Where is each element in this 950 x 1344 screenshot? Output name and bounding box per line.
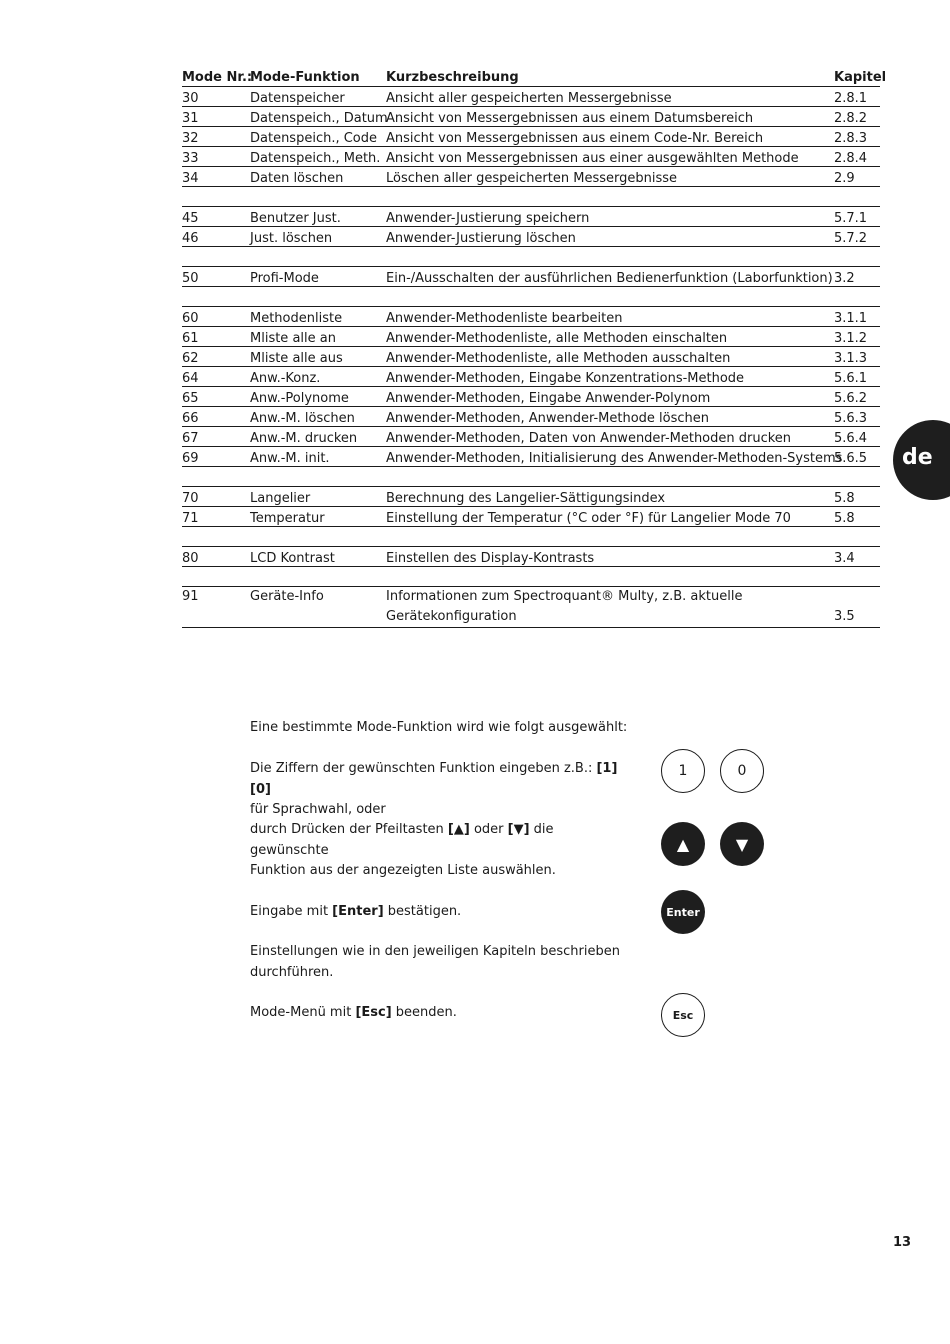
mode-chapter: 5.8 [834,487,880,507]
mode-nr: 32 [182,127,250,147]
mode-description: Anwender-Methoden, Anwender-Methode löschen [386,407,834,427]
mode-description: Anwender-Methoden, Eingabe Konzentrations-Methode [386,367,834,387]
mode-function: Mliste alle an [250,327,386,347]
mode-chapter: 2.8.2 [834,107,880,127]
mode-nr: 45 [182,207,250,227]
instruction-text: durchführen. [250,964,334,980]
mode-nr: 80 [182,547,250,567]
table-row [182,587,880,628]
instruction-step-settings [250,942,630,983]
table-gap-row [182,527,880,547]
mode-description-line-1: Informationen zum Spectroquant® Multy, z.B. aktuelle [386,589,743,604]
mode-description: Ansicht von Messergebnissen aus einer ausgewählten Methode [386,147,834,167]
arrow-up-key-icon: ▲ [661,822,705,866]
mode-chapter: 5.6.4 [834,427,880,447]
table-gap-row [182,467,880,487]
mode-chapter: 3.1.1 [834,307,880,327]
mode-chapter: 5.6.5 [834,447,880,467]
mode-function: Anw.-M. init. [250,447,386,467]
mode-nr: 50 [182,267,250,287]
mode-description: Einstellung der Temperatur (°C oder °F) für Langelier Mode 70 [386,507,834,527]
mode-description: Anwender-Methoden, Daten von Anwender-Methoden drucken [386,427,834,447]
table-row [182,447,880,467]
mode-nr: 34 [182,167,250,187]
mode-chapter: 2.8.4 [834,147,880,167]
mode-nr: 30 [182,87,250,107]
mode-function: Datenspeich., Code [250,127,386,147]
page-number: 13 [893,1235,912,1250]
key-reference: [1] [0] [250,761,618,797]
header-mode-function: Mode-Funktion [250,66,386,87]
header-description: Kurzbeschreibung [386,66,834,87]
mode-description: Ein-/Ausschalten der ausführlichen Bedienerfunktion (Laborfunktion) [386,267,834,287]
language-tab [893,420,950,500]
mode-chapter: 5.6.2 [834,387,880,407]
mode-nr: 69 [182,447,250,467]
mode-nr: 33 [182,147,250,167]
mode-function: Mliste alle aus [250,347,386,367]
table-row [182,267,880,287]
instruction-text: die gewünschte [250,822,554,858]
instruction-text: Einstellungen wie in den jeweiligen Kapiteln beschrieben [250,944,620,959]
instruction-step-digits [250,759,630,821]
mode-nr: 71 [182,507,250,527]
instruction-text: für Sprachwahl, oder [250,802,386,817]
mode-chapter: 3.1.2 [834,327,880,347]
mode-table [182,66,887,628]
mode-description [386,587,834,628]
table-row [182,307,880,327]
instruction-text: Eingabe mit [250,904,333,919]
instruction-step-arrows [250,820,630,882]
mode-chapter: 3.2 [834,267,880,287]
mode-description-line-2: Gerätekonfiguration [386,609,517,624]
key-1-icon: 1 [661,749,705,793]
key-0-icon: 0 [720,749,764,793]
mode-chapter: 5.7.2 [834,227,880,247]
table-row [182,107,880,127]
mode-description: Einstellen des Display-Kontrasts [386,547,834,567]
mode-description: Anwender-Methoden, Eingabe Anwender-Polynom [386,387,834,407]
table-gap-row [182,287,880,307]
mode-function: Anw.-M. drucken [250,427,386,447]
table-gap-row [182,247,880,267]
table-row [182,427,880,447]
mode-description: Ansicht aller gespeicherten Messergebnisse [386,87,834,107]
mode-chapter: 2.9 [834,167,880,187]
key-reference: [Esc] [355,1005,392,1020]
instruction-text: Mode-Menü mit [250,1005,356,1020]
table-row [182,547,880,567]
mode-nr: 61 [182,327,250,347]
table-row [182,207,880,227]
mode-function: Benutzer Just. [250,207,386,227]
key-reference: [Enter] [332,904,384,919]
mode-description: Ansicht von Messergebnissen aus einem Code-Nr. Bereich [386,127,834,147]
mode-chapter: 5.6.1 [834,367,880,387]
mode-function [250,587,386,628]
instruction-text: durch Drücken der Pfeiltasten [250,822,448,837]
mode-nr: 67 [182,427,250,447]
mode-description: Anwender-Methodenliste, alle Methoden einschalten [386,327,834,347]
mode-nr: 60 [182,307,250,327]
table-row [182,507,880,527]
mode-chapter: 2.8.3 [834,127,880,147]
mode-nr: 70 [182,487,250,507]
mode-nr-text: 91 [182,589,199,604]
instruction-step-enter [250,902,630,923]
enter-key-icon: Enter [661,890,705,934]
mode-function: Just. löschen [250,227,386,247]
key-reference: [▲] [447,822,470,837]
arrow-down-key-icon: ▼ [720,822,764,866]
mode-chapter: 3.5 [834,587,880,628]
mode-function-text: Geräte-Info [250,589,324,604]
mode-nr [182,587,250,628]
mode-chapter: 5.7.1 [834,207,880,227]
table-row [182,127,880,147]
table-row [182,327,880,347]
table-row [182,387,880,407]
table-row [182,167,880,187]
table-row [182,147,880,167]
mode-function: Anw.-M. löschen [250,407,386,427]
mode-description: Berechnung des Langelier-Sättigungsindex [386,487,834,507]
mode-function: Temperatur [250,507,386,527]
instruction-text: Funktion aus der angezeigten Liste auswählen. [250,863,556,878]
instruction-intro: Eine bestimmte Mode-Funktion wird wie folgt ausgewählt: [250,720,628,735]
mode-chapter: 5.6.3 [834,407,880,427]
mode-function: Profi-Mode [250,267,386,287]
key-reference: [▼] [507,822,530,837]
mode-description: Ansicht von Messergebnissen aus einem Datumsbereich [386,107,834,127]
mode-chapter: 3.4 [834,547,880,567]
mode-function: Daten löschen [250,167,386,187]
esc-key-icon: Esc [661,993,705,1037]
table-row [182,487,880,507]
mode-chapter: 3.1.3 [834,347,880,367]
mode-description: Anwender-Justierung löschen [386,227,834,247]
mode-nr: 66 [182,407,250,427]
header-chapter: Kapitel [834,66,880,87]
mode-description: Anwender-Justierung speichern [386,207,834,227]
mode-function: Langelier [250,487,386,507]
mode-description: Löschen aller gespeicherten Messergebnisse [386,167,834,187]
instruction-text: Die Ziffern der gewünschten Funktion eingeben z.B.: [250,761,597,776]
header-mode-nr: Mode Nr.: [182,66,250,87]
instruction-text: bestätigen. [383,904,462,919]
mode-function: Datenspeich., Meth. [250,147,386,167]
table-row [182,227,880,247]
table-row [182,367,880,387]
mode-function: LCD Kontrast [250,547,386,567]
mode-chapter: 5.8 [834,507,880,527]
table-header-row [182,66,880,87]
mode-function: Methodenliste [250,307,386,327]
mode-description: Anwender-Methodenliste bearbeiten [386,307,834,327]
mode-nr: 46 [182,227,250,247]
mode-nr: 62 [182,347,250,367]
instruction-text: oder [469,822,508,837]
instruction-text: beenden. [391,1005,457,1020]
table-gap-row [182,187,880,207]
mode-function: Datenspeicher [250,87,386,107]
mode-chapter: 2.8.1 [834,87,880,107]
mode-function: Anw.-Konz. [250,367,386,387]
table-row [182,347,880,367]
table-row [182,87,880,107]
table-gap-row [182,567,880,587]
mode-function: Anw.-Polynome [250,387,386,407]
mode-function: Datenspeich., Datum [250,107,386,127]
mode-description: Anwender-Methodenliste, alle Methoden ausschalten [386,347,834,367]
language-tab-label: de [902,445,933,470]
instruction-step-esc [250,1003,630,1024]
mode-description: Anwender-Methoden, Initialisierung des Anwender-Methoden-Systems [386,447,834,467]
mode-nr: 65 [182,387,250,407]
mode-nr: 64 [182,367,250,387]
mode-nr: 31 [182,107,250,127]
table-row [182,407,880,427]
